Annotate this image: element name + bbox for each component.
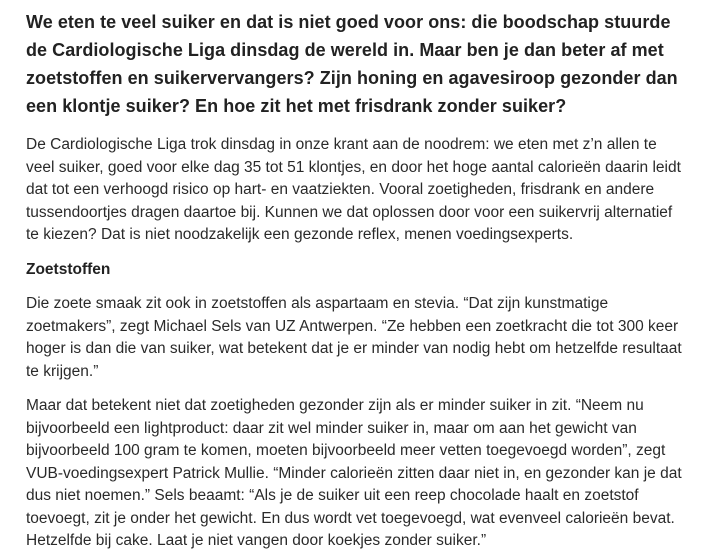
article-paragraph-2: Die zoete smaak zit ook in zoetstoffen als aspartaam en stevia. “Dat zijn kunstmatige zoetmakers”, zegt Michael Sels van UZ Antwerpen. “Ze hebben een zoetkracht die tot 300 keer hoger is dan die van suiker, wat betekent dat je er minder van nodig hebt om hetzelfde resultaat te krijgen.” [26,295,682,380]
section-heading-zoetstoffen: Zoetstoffen [26,260,111,278]
article-paragraph-1: De Cardiologische Liga trok dinsdag in onze krant aan de noodrem: we eten met z’n allen te veel suiker, goed voor elke dag 35 tot 51 klontjes, en door het hoge aantal calorieën daarin leidt dat tot een verhoogd risico op hart- en vaatziekten. Vooral zoetigheden, frisdrank en andere tussendoortjes dragen daartoe bij. Kunnen we dat oplossen door voor een suikervrij alternatief te kiezen? Dat is niet noodzakelijk een gezonde reflex, menen voedingsexperts. [26,136,681,243]
article-lead: We eten te veel suiker en dat is niet goed voor ons: die boodschap stuurde de Cardiologische Liga dinsdag de wereld in. Maar ben je dan beter af met zoetstoffen en suikervervangers? Zijn honing en agavesiroop gezonder dan een klontje suiker? En hoe zit het met frisdrank zonder suiker? [26,12,678,116]
article-paragraph-3: Maar dat betekent niet dat zoetigheden gezonder zijn als er minder suiker in zit. “Neem nu bijvoorbeeld een lightproduct: daar zit wel minder suiker in, maar om aan het gewicht van bijvoorbeeld 100 gram te komen, moeten bijvoorbeeld meer vetten toegevoegd worden”, zegt VUB-voedingsexpert Patrick Mullie. “Minder calorieën zitten daar niet in, en gezonder kan je dat dus niet noemen.” Sels beaamt: “Als je de suiker uit een reep chocolade haalt en zoetstof toevoegt, zit je onder het gewicht. En dus wordt vet toegevoegd, wat evenveel calorieën bevat. Hetzelfde bij cake. Laat je niet vangen door koekjes zonder suiker.” [26,397,682,549]
